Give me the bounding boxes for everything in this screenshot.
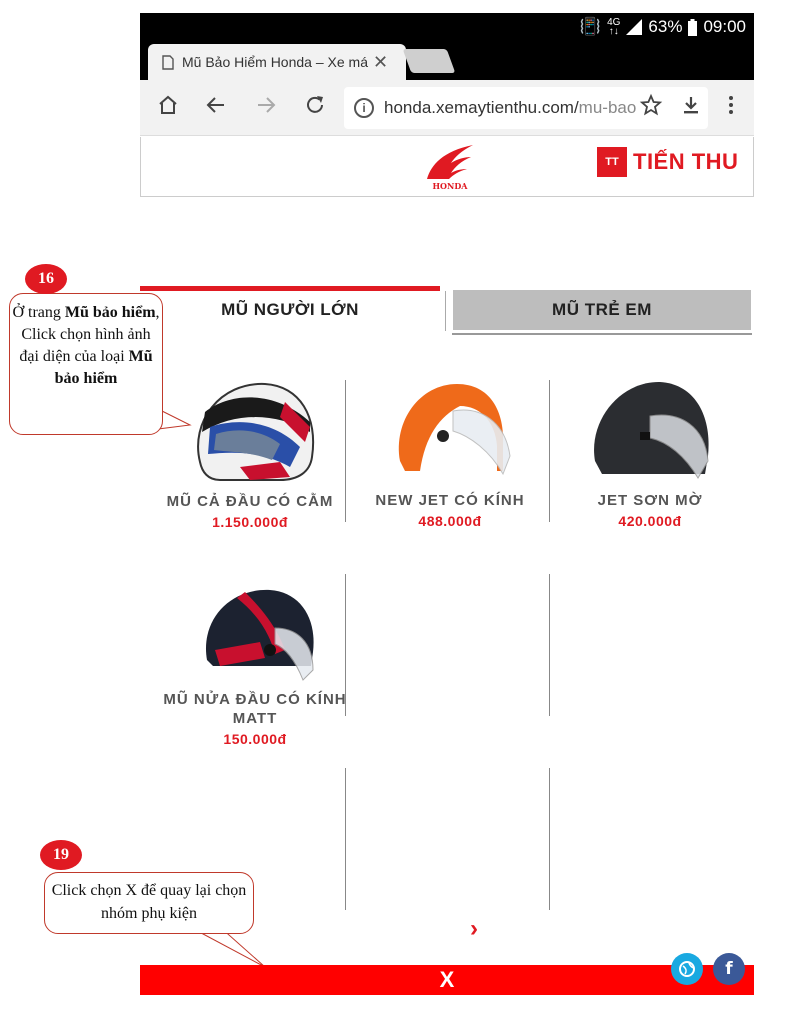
grid-divider <box>345 768 346 910</box>
product-name[interactable]: NEW JET CÓ KÍNH <box>375 492 525 509</box>
callout-text: Ở trang <box>12 304 65 321</box>
callout-bold: Mũ bảo hiểm <box>64 304 156 321</box>
tab-adult-helmets[interactable] <box>140 286 440 328</box>
clock: 09:00 <box>703 17 746 36</box>
close-button[interactable]: X <box>140 965 754 995</box>
next-page-arrow[interactable]: › <box>470 915 478 942</box>
reload-icon[interactable] <box>300 94 330 122</box>
step-badge-16: 16 <box>25 264 67 294</box>
product-price: 1.150.000đ <box>212 514 288 530</box>
tab-close-icon[interactable]: ✕ <box>373 51 389 72</box>
callout-16 <box>9 293 163 435</box>
tienthu-wordmark: TIẾN THU <box>633 149 739 174</box>
grid-divider <box>549 768 550 910</box>
product-card[interactable] <box>560 376 740 529</box>
home-icon[interactable] <box>153 94 183 122</box>
tab-separator <box>445 291 446 331</box>
menu-icon[interactable] <box>716 94 746 122</box>
info-icon[interactable]: i <box>354 98 374 118</box>
full-face-helmet-icon <box>180 372 320 487</box>
tab-underline <box>452 333 752 335</box>
facebook-icon[interactable]: f <box>713 953 745 985</box>
jet-helmet-orange-icon <box>385 376 515 486</box>
grid-divider <box>549 380 550 522</box>
vibrate-icon: 📳 <box>579 17 602 36</box>
back-icon[interactable] <box>201 94 231 122</box>
callout-19 <box>44 872 254 934</box>
honda-wing-icon <box>421 143 479 181</box>
battery-percent: 63% <box>648 17 683 36</box>
page-icon <box>162 55 174 70</box>
tab-kids-label: MŨ TRẺ EM <box>552 300 652 319</box>
url-path: mu-bao <box>578 98 637 117</box>
honda-wordmark: HONDA <box>432 181 468 191</box>
honda-logo[interactable] <box>421 143 479 191</box>
tab-title: Mũ Bảo Hiểm Honda – Xe má <box>182 54 368 70</box>
network-arrows: ↑↓ <box>608 26 619 37</box>
grid-divider <box>549 574 550 716</box>
product-name[interactable]: JET SƠN MỜ <box>597 492 703 509</box>
callout-text: , Click chọn hình ảnh đại diện của loại <box>19 304 160 365</box>
url-text <box>384 98 637 118</box>
globe-icon[interactable] <box>671 953 703 985</box>
new-tab-button[interactable] <box>403 49 456 73</box>
product-card[interactable] <box>150 372 350 530</box>
product-price: 488.000đ <box>418 513 482 529</box>
tab-kids-helmets[interactable] <box>453 290 751 330</box>
product-name[interactable]: MŨ CẢ ĐẦU CÓ CẰM <box>166 493 334 510</box>
star-icon[interactable] <box>636 94 666 122</box>
callout-text: Click chọn X để quay lại chọn nhóm phụ kiện <box>51 882 247 922</box>
product-card[interactable] <box>145 580 365 747</box>
site-header <box>140 137 754 197</box>
battery-icon <box>688 19 697 36</box>
half-helmet-visor-icon <box>185 580 325 685</box>
network-indicator <box>607 18 620 36</box>
product-name[interactable]: MŨ NỬA ĐẦU CÓ KÍNH MATT <box>163 691 347 727</box>
jet-helmet-matte-black-icon <box>580 376 720 486</box>
url-host: honda.xemaytienthu.com/ <box>384 98 579 117</box>
product-card[interactable] <box>355 376 545 529</box>
browser-tab[interactable] <box>148 44 406 80</box>
product-price: 150.000đ <box>223 731 287 747</box>
tienthu-logo[interactable] <box>597 147 738 177</box>
signal-icon <box>626 19 642 35</box>
forward-icon[interactable] <box>251 94 281 122</box>
network-type: 4G <box>607 17 621 28</box>
download-icon[interactable] <box>676 94 706 122</box>
callout-bold: Mũ bảo hiểm <box>54 348 153 387</box>
product-price: 420.000đ <box>618 513 682 529</box>
status-bar <box>140 13 754 41</box>
tienthu-mark: TT <box>597 147 627 177</box>
tab-adult-label: MŨ NGƯỜI LỚN <box>221 299 359 319</box>
step-badge-19: 19 <box>40 840 82 870</box>
